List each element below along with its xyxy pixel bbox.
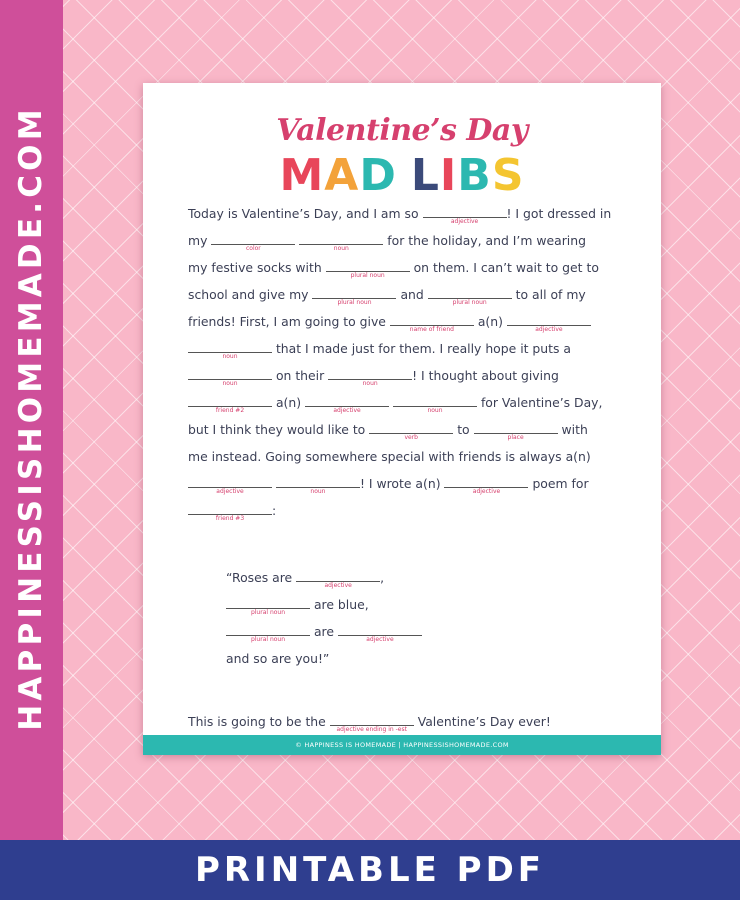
blank-hint: friend #3 <box>215 515 245 522</box>
blank-field <box>226 623 310 641</box>
blank-hint: adjective <box>333 407 361 414</box>
printable-pdf-banner: PRINTABLE PDF <box>0 840 740 900</box>
poem-line <box>188 650 628 677</box>
blank-field <box>338 623 422 641</box>
story-line <box>188 286 628 313</box>
story-text-segment: on them. I can’t wait to get to <box>413 260 599 275</box>
poem-text-segment: are <box>313 624 334 639</box>
story-text-segment: my <box>188 233 208 248</box>
story-text-segment: for Valentine’s Day, <box>480 395 603 410</box>
blank-hint: adjective <box>472 488 501 495</box>
blank-hint: plural noun <box>337 299 372 306</box>
blank-hint: noun <box>427 407 443 414</box>
blank-field <box>330 713 414 731</box>
blank-hint: plural noun <box>250 636 286 643</box>
blank-hint: adjective <box>535 326 563 333</box>
title-letter: B <box>457 150 492 201</box>
story-text-segment: to all of my <box>515 287 586 302</box>
blank-field <box>423 205 507 223</box>
blank-field <box>428 286 512 304</box>
side-brand-text: HAPPINESSISHOMEMADE.COM <box>13 105 49 731</box>
blank-hint: noun <box>222 380 238 387</box>
story-text-segment: me instead. Going somewhere special with friends is always a(n) <box>188 449 591 464</box>
blank-hint: verb <box>404 434 418 441</box>
blank-hint: noun <box>362 380 378 387</box>
story-line <box>188 232 628 259</box>
story-text-segment: This is going to be the <box>188 714 326 729</box>
blank-field <box>276 475 360 493</box>
blank-hint: place <box>507 434 524 441</box>
blank-hint: plural noun <box>250 609 286 616</box>
blank-hint: adjective ending in -est <box>336 726 407 733</box>
blank-field <box>328 367 412 385</box>
story-text-segment: ! I thought about giving <box>412 368 559 383</box>
blank-hint: noun <box>310 488 326 495</box>
blank-field <box>393 394 477 412</box>
blank-hint: noun <box>333 245 349 252</box>
poem-text-segment: and so are you!” <box>226 651 330 666</box>
blank-hint: adjective <box>366 636 394 643</box>
blank-field <box>507 313 591 331</box>
story-line <box>188 313 628 340</box>
blank-field <box>188 340 272 358</box>
blank-hint: plural noun <box>350 272 385 279</box>
title-letter: D <box>359 150 397 201</box>
story-text-segment: ! I wrote a(n) <box>359 476 441 491</box>
poem-text-segment: “Roses are <box>226 570 293 585</box>
story-text-segment: a(n) <box>477 314 503 329</box>
blank-field <box>444 475 528 493</box>
blank-hint: noun <box>222 353 238 360</box>
story-text-segment: ! I got dressed in <box>506 206 612 221</box>
blank-field <box>474 421 558 439</box>
title-letter: I <box>439 150 458 201</box>
story-text-segment: poem for <box>532 476 589 491</box>
blank-hint: adjective <box>216 488 244 495</box>
blank-field <box>305 394 389 412</box>
title-letter: S <box>491 150 525 201</box>
story-text-segment: on their <box>275 368 325 383</box>
blank-field <box>296 569 380 587</box>
story-text-segment: to <box>457 422 470 437</box>
sheet-footer-band: © HAPPINESS IS HOMEMADE | HAPPINESSISHOMEMADE.COM <box>143 735 661 755</box>
story-line <box>188 448 628 475</box>
story-text-segment: my festive socks with <box>188 260 322 275</box>
blank-hint: friend #2 <box>215 407 245 414</box>
sheet-title-mad-libs <box>143 151 661 201</box>
blank-field <box>188 394 272 412</box>
story-text-segment: friends! First, I am going to give <box>188 314 386 329</box>
poem-text-segment: are blue, <box>313 597 369 612</box>
mad-libs-sheet <box>143 83 661 755</box>
story-text-segment: and <box>400 287 424 302</box>
blank-field <box>188 475 272 493</box>
story-line <box>188 367 628 394</box>
blank-field <box>369 421 453 439</box>
blank-field <box>188 367 272 385</box>
story-text-segment: with <box>561 422 588 437</box>
blank-hint: plural noun <box>452 299 487 306</box>
story-line <box>188 475 628 502</box>
story-text-segment: but I think they would like to <box>188 422 366 437</box>
story-text <box>188 205 628 740</box>
poem-line <box>188 569 628 596</box>
blank-field <box>188 502 272 520</box>
story-text-segment: a(n) <box>275 395 302 410</box>
poem-text-segment: , <box>380 570 385 585</box>
title-letter: A <box>324 150 360 201</box>
story-text-segment: Today is Valentine’s Day, and I am so <box>188 206 419 221</box>
poem-line <box>188 596 628 623</box>
blank-hint: name of friend <box>409 326 454 333</box>
title-letter: L <box>410 150 440 201</box>
story-line <box>188 205 628 232</box>
blank-field <box>299 232 383 250</box>
story-line <box>188 340 628 367</box>
story-line <box>188 421 628 448</box>
story-line <box>188 502 628 529</box>
story-text-segment: for the holiday, and I’m wearing <box>387 233 586 248</box>
sheet-title-script: Valentine’s Day <box>276 113 528 148</box>
story-line <box>188 394 628 421</box>
blank-field <box>312 286 396 304</box>
blank-field <box>211 232 295 250</box>
story-line <box>188 259 628 286</box>
title-letter <box>397 151 411 201</box>
title-letter: M <box>279 150 325 201</box>
blank-field <box>326 259 410 277</box>
side-brand-bar <box>0 0 63 840</box>
blank-hint: adjective <box>450 218 479 225</box>
blank-field <box>390 313 474 331</box>
poem-line <box>188 623 628 650</box>
blank-hint: color <box>245 245 261 252</box>
story-text-segment: : <box>272 503 277 518</box>
story-text-segment: that I made just for them. I really hope it puts a <box>275 341 571 356</box>
blank-hint: adjective <box>324 582 352 589</box>
blank-field <box>226 596 310 614</box>
story-text-segment: Valentine’s Day ever! <box>417 714 551 729</box>
story-text-segment: school and give my <box>188 287 309 302</box>
